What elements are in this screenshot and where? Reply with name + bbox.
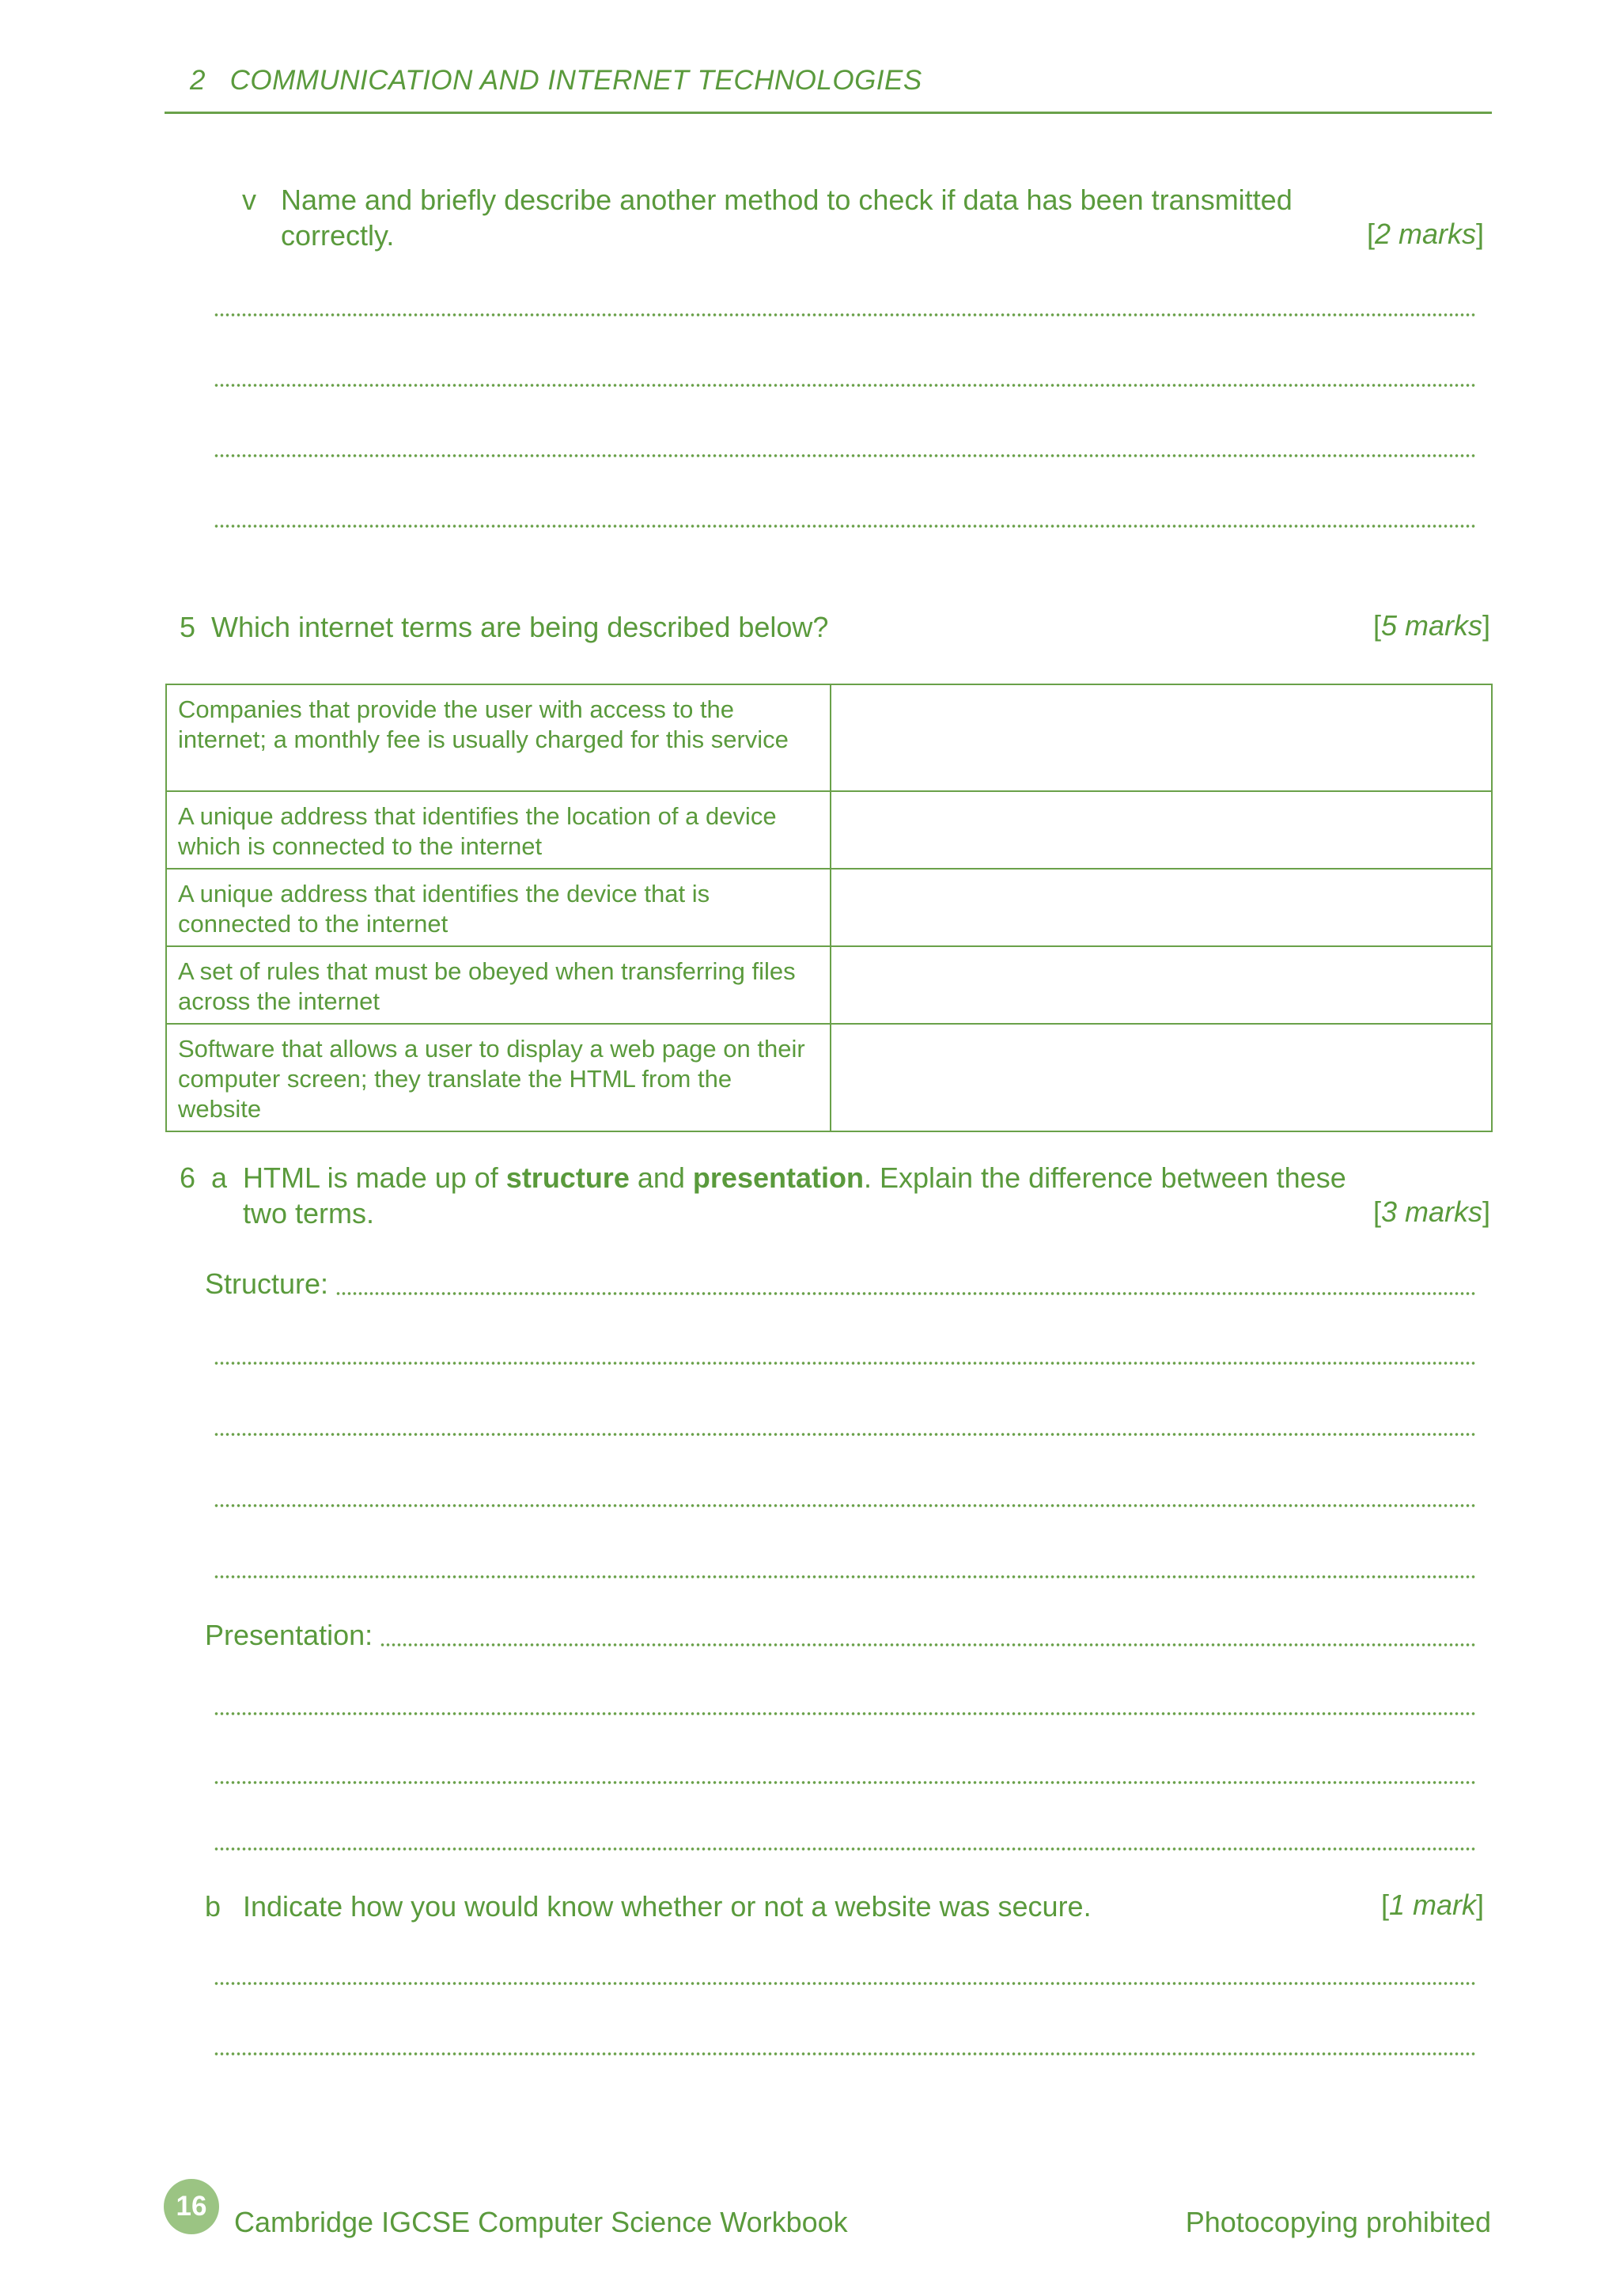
marks-open-bracket: [ <box>1366 218 1375 250</box>
term-description: A unique address that identifies the location of a device which is connected to the internet <box>166 791 831 869</box>
table-row <box>166 869 1492 946</box>
marks-close-bracket: ] <box>1475 218 1484 250</box>
table-row <box>166 791 1492 869</box>
question-4v-marks <box>1367 218 1484 251</box>
term-description: Software that allows a user to display a web page on their computer screen; they translate the HTML from the website <box>166 1024 831 1131</box>
term-answer-cell[interactable] <box>831 684 1492 791</box>
question-6b-text: Indicate how you would know whether or not a website was secure. <box>243 1890 1092 1923</box>
table-row <box>166 684 1492 791</box>
text-segment: HTML is made up of <box>243 1161 506 1194</box>
answer-line[interactable] <box>214 1711 1475 1716</box>
term-answer-cell[interactable] <box>831 869 1492 946</box>
question-6a-text-line2: two terms. <box>243 1197 375 1229</box>
answer-line[interactable] <box>214 1503 1475 1508</box>
term-description: Companies that provide the user with access to the internet; a monthly fee is usually charged for this service <box>166 684 831 791</box>
question-6a-text-line1 <box>243 1160 1346 1195</box>
keyword-structure: structure <box>505 1161 630 1194</box>
header-rule <box>165 112 1492 114</box>
marks-value: 3 marks <box>1380 1195 1482 1228</box>
photocopy-notice: Photocopying prohibited <box>1185 2206 1491 2238</box>
page-number-badge: 16 <box>164 2179 219 2234</box>
marks-open-bracket: [ <box>1372 1195 1381 1228</box>
internet-terms-table <box>165 684 1493 1132</box>
answer-line[interactable] <box>214 453 1475 458</box>
answer-line[interactable] <box>214 524 1475 529</box>
structure-label: Structure: <box>205 1267 329 1300</box>
answer-line[interactable] <box>214 1780 1475 1785</box>
table-row <box>166 1024 1492 1131</box>
table-row <box>166 946 1492 1024</box>
answer-line[interactable] <box>380 1642 1475 1647</box>
book-title: Cambridge IGCSE Computer Science Workbook <box>234 2206 848 2238</box>
answer-line[interactable] <box>214 383 1475 388</box>
question-4v-number: v <box>242 184 256 216</box>
term-answer-cell[interactable] <box>831 1024 1492 1131</box>
answer-line[interactable] <box>214 1361 1475 1366</box>
marks-close-bracket: ] <box>1482 609 1490 642</box>
question-6b-number: b <box>205 1890 221 1923</box>
answer-line[interactable] <box>214 1574 1475 1579</box>
marks-open-bracket: [ <box>1372 609 1381 642</box>
answer-line[interactable] <box>214 1981 1475 1986</box>
term-answer-cell[interactable] <box>831 791 1492 869</box>
answer-line[interactable] <box>214 2052 1475 2056</box>
question-6a-number: 6 a <box>180 1161 228 1194</box>
question-6a-marks <box>1373 1195 1490 1229</box>
answer-line[interactable] <box>214 1432 1475 1437</box>
marks-value: 1 mark <box>1388 1889 1476 1921</box>
keyword-presentation: presentation <box>692 1161 864 1194</box>
chapter-title: 2 COMMUNICATION AND INTERNET TECHNOLOGIES <box>190 65 922 96</box>
answer-line[interactable] <box>335 1291 1475 1296</box>
question-5-marks <box>1373 609 1490 642</box>
marks-open-bracket: [ <box>1380 1889 1389 1921</box>
question-4v-text-line1: Name and briefly describe another method to check if data has been transmitted <box>281 184 1293 216</box>
term-description: A unique address that identifies the device that is connected to the internet <box>166 869 831 946</box>
term-description: A set of rules that must be obeyed when transferring files across the internet <box>166 946 831 1024</box>
answer-line[interactable] <box>214 313 1475 317</box>
question-6b-marks <box>1381 1889 1484 1922</box>
marks-value: 5 marks <box>1380 609 1482 642</box>
text-segment: and <box>629 1161 693 1194</box>
marks-close-bracket: ] <box>1482 1195 1490 1228</box>
answer-line[interactable] <box>214 1847 1475 1851</box>
marks-value: 2 marks <box>1374 218 1476 250</box>
question-4v-text-line2: correctly. <box>281 219 395 252</box>
presentation-label: Presentation: <box>205 1619 373 1651</box>
marks-close-bracket: ] <box>1475 1889 1484 1921</box>
term-answer-cell[interactable] <box>831 946 1492 1024</box>
text-segment: . Explain the difference between these <box>863 1161 1346 1194</box>
question-5-text: 5 Which internet terms are being described below? <box>180 611 829 643</box>
